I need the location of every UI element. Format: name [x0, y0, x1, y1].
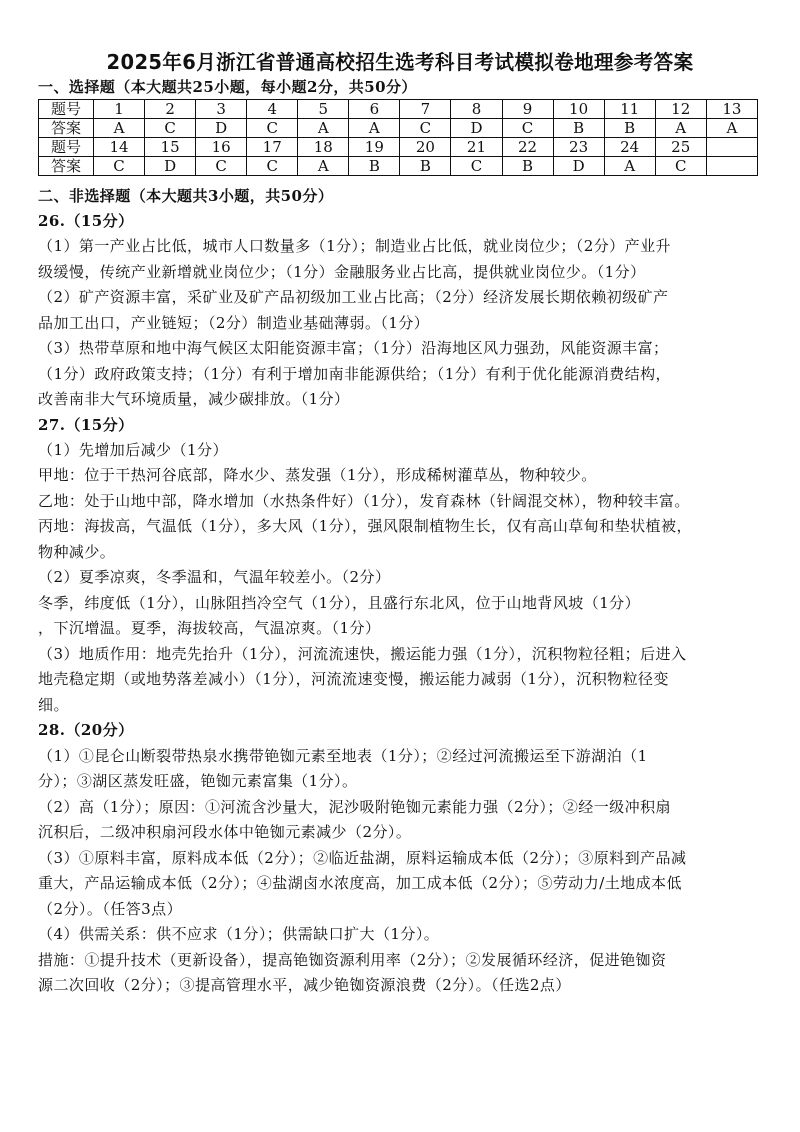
answer-line: 丙地：海拔高，气温低（1分），多大风（1分），强风限制植物生长，仅有高山草甸和垫状植被， [38, 517, 692, 535]
answer-line: （4）供需关系：供不应求（1分）；供需缺口扩大（1分）。 [38, 925, 440, 943]
answer-line: 细。 [38, 696, 69, 714]
table-cell: 7 [400, 100, 451, 119]
table-cell: 12 [655, 100, 706, 119]
table-cell: 13 [706, 100, 757, 119]
table-cell: 24 [604, 138, 655, 157]
table-cell: D [145, 157, 196, 176]
table-cell: D [196, 119, 247, 138]
table-cell: 6 [349, 100, 400, 119]
page-title: 2025年6月浙江省普通高校招生选考科目考试模拟卷地理参考答案 [106, 50, 694, 74]
table-cell: B [553, 119, 604, 138]
answer-line: （1）先增加后减少（1分） [38, 441, 228, 459]
table-cell [706, 157, 757, 176]
answer-line: （2）高（1分）；原因：①河流含沙量大，泥沙吸附铯铷元素能力强（2分）；②经一级冲积扇 [38, 798, 671, 816]
table-cell: 14 [94, 138, 145, 157]
answer-line: （2）夏季凉爽，冬季温和，气温年较差小。（2分） [38, 568, 391, 586]
table-cell: D [553, 157, 604, 176]
answer-line: 重大，产品运输成本低（2分）；④盐湖卤水浓度高，加工成本低（2分）；⑤劳动力/土地成本低 [38, 874, 682, 892]
answer-line: （2）矿产资源丰富，采矿业及矿产品初级加工业占比高；（2分）经济发展长期依赖初级矿产 [38, 288, 669, 306]
table-cell: 17 [247, 138, 298, 157]
answer-line: （2分）。（任答3点） [38, 900, 183, 918]
table-cell: 2 [145, 100, 196, 119]
table-cell: A [655, 119, 706, 138]
answer-line: 级缓慢，传统产业新增就业岗位少；（1分）金融服务业占比高，提供就业岗位少。（1分） [38, 263, 646, 281]
answer-line: （3）①原料丰富，原料成本低（2分）；②临近盐湖，原料运输成本低（2分）；③原料到产品减 [38, 849, 687, 867]
table-cell: 25 [655, 138, 706, 157]
table-cell: C [247, 119, 298, 138]
table-row [39, 157, 758, 176]
answer-table [38, 99, 758, 176]
answer-line: 物种减少。 [38, 543, 116, 561]
table-cell: 19 [349, 138, 400, 157]
table-cell: A [298, 157, 349, 176]
table-cell: B [502, 157, 553, 176]
question-26-heading: 26.（15分） [38, 212, 134, 230]
answer-line: （1）第一产业占比低，城市人口数量多（1分）；制造业占比低，就业岗位少；（2分）产业升 [38, 237, 671, 255]
answer-line: 措施：①提升技术（更新设备），提高铯铷资源利用率（2分）；②发展循环经济，促进铯铷资 [38, 951, 667, 969]
table-cell: 3 [196, 100, 247, 119]
table-cell: 11 [604, 100, 655, 119]
table-cell: A [604, 157, 655, 176]
table-row [39, 119, 758, 138]
answer-line: 品加工出口，产业链短；（2分）制造业基础薄弱。（1分） [38, 314, 430, 332]
question-28-heading: 28.（20分） [38, 721, 134, 739]
table-cell: B [349, 157, 400, 176]
table-cell: 1 [94, 100, 145, 119]
table-row [39, 138, 758, 157]
table-cell [706, 138, 757, 157]
answer-line: （1）①昆仑山断裂带热泉水携带铯铷元素至地表（1分）；②经过河流搬运至下游湖泊（1 [38, 747, 648, 765]
table-cell: C [502, 119, 553, 138]
table-cell: 16 [196, 138, 247, 157]
table-cell: 题号 [39, 100, 94, 119]
table-cell: A [94, 119, 145, 138]
answer-line: （3）地质作用：地壳先抬升（1分），河流流速快，搬运能力强（1分），沉积物粒径粗；后进入 [38, 645, 687, 663]
table-cell: 23 [553, 138, 604, 157]
table-cell: 15 [145, 138, 196, 157]
table-cell: A [706, 119, 757, 138]
table-cell: 21 [451, 138, 502, 157]
table-cell: A [349, 119, 400, 138]
answer-line: 分）；③湖区蒸发旺盛，铯铷元素富集（1分）。 [38, 772, 358, 790]
table-cell: C [196, 157, 247, 176]
answer-line: 地壳稳定期（或地势落差减小）（1分），河流流速变慢，搬运能力减弱（1分），沉积物粒径变 [38, 670, 669, 688]
answer-line: （3）热带草原和地中海气候区太阳能资源丰富；（1分）沿海地区风力强劲，风能资源丰富； [38, 339, 669, 357]
section-1-heading: 一、选择题（本大题共25小题，每小题2分，共50分） [38, 78, 417, 96]
section-2-heading: 二、非选择题（本大题共3小题，共50分） [38, 187, 334, 205]
answer-line: 乙地：处于山地中部，降水增加（水热条件好）（1分），发育森林（针阔混交林），物种较丰富。 [38, 492, 690, 510]
table-cell: 题号 [39, 138, 94, 157]
table-cell: 答案 [39, 119, 94, 138]
table-cell: 18 [298, 138, 349, 157]
answer-line: 源二次回收（2分）；③提高管理水平，减少铯铷资源浪费（2分）。（任选2点） [38, 976, 571, 994]
table-cell: C [451, 157, 502, 176]
table-cell: 9 [502, 100, 553, 119]
question-27-heading: 27.（15分） [38, 416, 134, 434]
table-cell: D [451, 119, 502, 138]
answer-line: 沉积后，二级冲积扇河段水体中铯铷元素减少（2分）。 [38, 823, 412, 841]
table-cell: C [655, 157, 706, 176]
table-cell: B [400, 157, 451, 176]
table-cell: 4 [247, 100, 298, 119]
answer-line: 冬季，纬度低（1分），山脉阻挡冷空气（1分），且盛行东北风，位于山地背风坡（1分） [38, 594, 641, 612]
table-row [39, 100, 758, 119]
table-cell: 22 [502, 138, 553, 157]
answer-line: ，下沉增温。夏季，海拔较高，气温凉爽。（1分） [38, 619, 381, 637]
table-cell: C [400, 119, 451, 138]
table-cell: C [94, 157, 145, 176]
answer-line: （1分）政府政策支持；（1分）有利于增加南非能源供给；（1分）有利于优化能源消费结构， [38, 365, 671, 383]
table-cell: C [247, 157, 298, 176]
table-cell: 8 [451, 100, 502, 119]
table-cell: 20 [400, 138, 451, 157]
table-cell: 答案 [39, 157, 94, 176]
table-cell: A [298, 119, 349, 138]
table-cell: C [145, 119, 196, 138]
table-cell: 10 [553, 100, 604, 119]
answer-line: 甲地：位于干热河谷底部，降水少、蒸发强（1分），形成稀树灌草丛，物种较少。 [38, 466, 597, 484]
table-cell: B [604, 119, 655, 138]
answer-line: 改善南非大气环境质量，减少碳排放。（1分） [38, 390, 350, 408]
table-cell: 5 [298, 100, 349, 119]
